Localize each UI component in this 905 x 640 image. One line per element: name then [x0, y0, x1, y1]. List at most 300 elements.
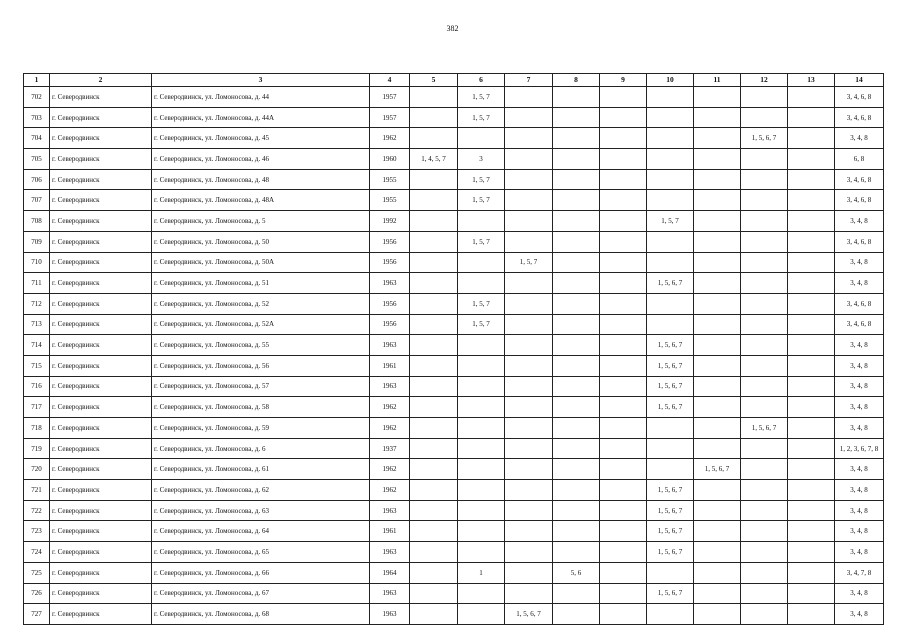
table-cell [553, 252, 600, 273]
table-cell [694, 397, 741, 418]
table-cell: 3, 4, 8 [835, 480, 884, 501]
table-cell [694, 604, 741, 625]
table-cell: 709 [24, 231, 50, 252]
column-header: 11 [694, 74, 741, 87]
table-cell [741, 273, 788, 294]
table-cell [788, 480, 835, 501]
table-cell [600, 211, 647, 232]
table-cell [647, 87, 694, 108]
table-row [24, 87, 884, 108]
table-cell: 1, 5, 6, 7 [647, 355, 694, 376]
table-cell [410, 252, 458, 273]
table-cell [410, 87, 458, 108]
table-cell: г. Северодвинск [50, 252, 152, 273]
table-cell [741, 604, 788, 625]
table-cell [505, 355, 553, 376]
table-cell [647, 604, 694, 625]
table-cell [553, 149, 600, 170]
table-cell: г. Северодвинск [50, 480, 152, 501]
table-row [24, 252, 884, 273]
table-cell [458, 604, 505, 625]
table-cell [410, 376, 458, 397]
table-cell: г. Северодвинск, ул. Ломоносова, д. 67 [152, 583, 370, 604]
table-cell: 5, 6 [553, 562, 600, 583]
table-cell [600, 314, 647, 335]
table-row [24, 376, 884, 397]
column-header: 1 [24, 74, 50, 87]
table-cell: г. Северодвинск [50, 128, 152, 149]
table-cell [410, 542, 458, 563]
table-cell: г. Северодвинск [50, 149, 152, 170]
table-cell: г. Северодвинск, ул. Ломоносова, д. 46 [152, 149, 370, 170]
table-cell: 1 [458, 562, 505, 583]
table-cell [600, 128, 647, 149]
table-cell [458, 583, 505, 604]
table-cell: 1963 [370, 604, 410, 625]
table-cell [410, 418, 458, 439]
table-cell: 717 [24, 397, 50, 418]
table-cell: г. Северодвинск, ул. Ломоносова, д. 48 [152, 169, 370, 190]
table-cell: г. Северодвинск [50, 604, 152, 625]
table-cell [458, 273, 505, 294]
table-cell: г. Северодвинск [50, 107, 152, 128]
column-header: 9 [600, 74, 647, 87]
table-cell: 1937 [370, 438, 410, 459]
table-cell: 3, 4, 8 [835, 542, 884, 563]
table-cell [647, 169, 694, 190]
table-cell: 1, 5, 6, 7 [647, 335, 694, 356]
column-header: 2 [50, 74, 152, 87]
table-cell [505, 87, 553, 108]
table-cell: г. Северодвинск, ул. Ломоносова, д. 63 [152, 500, 370, 521]
table-cell: 723 [24, 521, 50, 542]
table-cell: 3, 4, 6, 8 [835, 293, 884, 314]
table-cell [505, 273, 553, 294]
table-cell: 1, 5, 7 [458, 231, 505, 252]
table-cell [647, 128, 694, 149]
table-cell [458, 128, 505, 149]
table-cell [553, 418, 600, 439]
table-cell: 1, 5, 7 [458, 190, 505, 211]
table-cell: 1, 5, 7 [458, 293, 505, 314]
table-cell [458, 542, 505, 563]
table-cell [788, 500, 835, 521]
table-cell [741, 231, 788, 252]
table-cell: 3, 4, 8 [835, 252, 884, 273]
table-cell [600, 169, 647, 190]
table-cell: 1, 5, 6, 7 [647, 583, 694, 604]
table-cell: г. Северодвинск, ул. Ломоносова, д. 44 [152, 87, 370, 108]
table-cell: г. Северодвинск, ул. Ломоносова, д. 65 [152, 542, 370, 563]
table-cell [600, 459, 647, 480]
table-row [24, 169, 884, 190]
column-header: 5 [410, 74, 458, 87]
table-row [24, 107, 884, 128]
table-cell [505, 314, 553, 335]
table-cell: г. Северодвинск [50, 355, 152, 376]
table-cell [600, 521, 647, 542]
table-cell: 720 [24, 459, 50, 480]
table-cell [600, 355, 647, 376]
table-cell [600, 231, 647, 252]
table-cell [741, 583, 788, 604]
table-cell [458, 355, 505, 376]
table-cell [694, 500, 741, 521]
table-cell: 726 [24, 583, 50, 604]
table-cell [788, 211, 835, 232]
table-cell [505, 128, 553, 149]
table-cell: 1, 5, 6, 7 [647, 542, 694, 563]
table-cell [505, 293, 553, 314]
table-cell [505, 397, 553, 418]
table-cell: 1, 5, 6, 7 [505, 604, 553, 625]
table-row [24, 583, 884, 604]
table-cell [600, 107, 647, 128]
table-cell: г. Северодвинск, ул. Ломоносова, д. 48А [152, 190, 370, 211]
table-cell [553, 438, 600, 459]
table-cell: 710 [24, 252, 50, 273]
table-cell: 1960 [370, 149, 410, 170]
table-cell: г. Северодвинск, ул. Ломоносова, д. 56 [152, 355, 370, 376]
table-cell [410, 355, 458, 376]
table-cell: г. Северодвинск, ул. Ломоносова, д. 58 [152, 397, 370, 418]
table-cell [600, 500, 647, 521]
table-cell [600, 293, 647, 314]
table-cell [741, 169, 788, 190]
table-cell [600, 397, 647, 418]
table-cell [553, 500, 600, 521]
table-cell: 1963 [370, 500, 410, 521]
table-cell [741, 252, 788, 273]
table-cell [458, 335, 505, 356]
table-cell [788, 128, 835, 149]
table-cell: г. Северодвинск, ул. Ломоносова, д. 62 [152, 480, 370, 501]
table-cell: 1, 5, 6, 7 [647, 500, 694, 521]
table-cell [694, 562, 741, 583]
table-row [24, 149, 884, 170]
table-cell [410, 273, 458, 294]
table-cell [788, 273, 835, 294]
table-cell: 1964 [370, 562, 410, 583]
table-row [24, 562, 884, 583]
table-cell [694, 480, 741, 501]
table-cell [553, 521, 600, 542]
table-cell [505, 107, 553, 128]
table-cell: г. Северодвинск, ул. Ломоносова, д. 6 [152, 438, 370, 459]
table-cell [410, 604, 458, 625]
table-cell [458, 418, 505, 439]
table-cell [458, 459, 505, 480]
table-cell [600, 438, 647, 459]
table-cell: г. Северодвинск [50, 169, 152, 190]
table-cell: 713 [24, 314, 50, 335]
table-cell: г. Северодвинск [50, 211, 152, 232]
table-cell [505, 231, 553, 252]
table-cell: 1963 [370, 273, 410, 294]
table-cell: г. Северодвинск [50, 87, 152, 108]
table-cell: 718 [24, 418, 50, 439]
table-cell [600, 190, 647, 211]
table-cell [410, 190, 458, 211]
table-cell: 1, 2, 3, 6, 7, 8 [835, 438, 884, 459]
table-cell: 3, 4, 8 [835, 376, 884, 397]
table-cell: 714 [24, 335, 50, 356]
table-cell [505, 500, 553, 521]
table-cell [741, 500, 788, 521]
table-cell: 3, 4, 8 [835, 459, 884, 480]
table-cell [458, 252, 505, 273]
table-cell: 711 [24, 273, 50, 294]
table-cell [741, 376, 788, 397]
table-cell: 3 [458, 149, 505, 170]
table-cell: 3, 4, 8 [835, 604, 884, 625]
table-cell [553, 231, 600, 252]
table-cell: 3, 4, 6, 8 [835, 107, 884, 128]
table-cell: 1, 5, 7 [458, 169, 505, 190]
table-cell [788, 252, 835, 273]
table-cell [410, 169, 458, 190]
table-body [24, 87, 884, 625]
table-cell [410, 293, 458, 314]
table-cell [553, 335, 600, 356]
table-cell [647, 459, 694, 480]
column-header: 3 [152, 74, 370, 87]
table-row [24, 335, 884, 356]
table-cell [553, 314, 600, 335]
table-cell: г. Северодвинск [50, 583, 152, 604]
table-cell: г. Северодвинск, ул. Ломоносова, д. 57 [152, 376, 370, 397]
table-cell: 706 [24, 169, 50, 190]
table-cell [553, 480, 600, 501]
table-cell: 1, 5, 7 [458, 314, 505, 335]
table-cell [788, 169, 835, 190]
table-cell: 3, 4, 8 [835, 211, 884, 232]
table-cell [458, 376, 505, 397]
table-cell [788, 604, 835, 625]
table-cell: 3, 4, 8 [835, 128, 884, 149]
table-cell: г. Северодвинск, ул. Ломоносова, д. 66 [152, 562, 370, 583]
table-cell: г. Северодвинск [50, 314, 152, 335]
table-cell: 1963 [370, 376, 410, 397]
table-cell [788, 418, 835, 439]
table-cell: 1956 [370, 231, 410, 252]
table-cell: г. Северодвинск [50, 418, 152, 439]
table-cell [694, 314, 741, 335]
table-cell: 3, 4, 8 [835, 273, 884, 294]
table-cell: 1957 [370, 87, 410, 108]
table-cell [410, 521, 458, 542]
table-cell: 3, 4, 6, 8 [835, 190, 884, 211]
table-cell [694, 87, 741, 108]
table-cell [741, 355, 788, 376]
table-cell: 1963 [370, 583, 410, 604]
column-header: 12 [741, 74, 788, 87]
table-cell: 3, 4, 8 [835, 418, 884, 439]
table-cell: 1956 [370, 314, 410, 335]
table-cell: 702 [24, 87, 50, 108]
table-cell [505, 211, 553, 232]
table-cell: 1963 [370, 542, 410, 563]
table-cell: 1, 5, 6, 7 [741, 418, 788, 439]
table-cell: 1961 [370, 521, 410, 542]
table-cell: 725 [24, 562, 50, 583]
table-cell [788, 376, 835, 397]
table-cell: 1961 [370, 355, 410, 376]
table-cell [694, 355, 741, 376]
table-cell: г. Северодвинск, ул. Ломоносова, д. 50 [152, 231, 370, 252]
table-cell: 1, 5, 6, 7 [741, 128, 788, 149]
table-row [24, 521, 884, 542]
table-cell [505, 169, 553, 190]
table-cell: 722 [24, 500, 50, 521]
table-row [24, 314, 884, 335]
table-cell: 3, 4, 8 [835, 335, 884, 356]
table-cell [410, 583, 458, 604]
table-cell [600, 149, 647, 170]
table-cell [647, 107, 694, 128]
table-cell [600, 604, 647, 625]
table-row [24, 128, 884, 149]
table-cell [788, 397, 835, 418]
table-cell [458, 521, 505, 542]
table-cell [505, 562, 553, 583]
table-row [24, 293, 884, 314]
table-cell [647, 562, 694, 583]
table-cell: 1, 5, 6, 7 [647, 480, 694, 501]
table-cell: г. Северодвинск [50, 335, 152, 356]
table-cell: г. Северодвинск, ул. Ломоносова, д. 68 [152, 604, 370, 625]
table-cell [410, 397, 458, 418]
page-number: 382 [446, 24, 459, 33]
table-cell: г. Северодвинск, ул. Ломоносова, д. 55 [152, 335, 370, 356]
table-cell [458, 500, 505, 521]
table-cell [410, 459, 458, 480]
table-cell [741, 562, 788, 583]
table-cell: г. Северодвинск [50, 231, 152, 252]
table-cell: 1, 5, 7 [505, 252, 553, 273]
table-cell [694, 542, 741, 563]
table-cell: 1956 [370, 252, 410, 273]
table-cell: 1955 [370, 190, 410, 211]
table-cell [600, 335, 647, 356]
table-cell: 1, 5, 6, 7 [647, 397, 694, 418]
table-cell [788, 459, 835, 480]
table-cell [788, 87, 835, 108]
table-cell [553, 169, 600, 190]
table-cell [600, 87, 647, 108]
table-cell [694, 293, 741, 314]
table-cell [647, 231, 694, 252]
table-cell [600, 480, 647, 501]
table-cell: г. Северодвинск, ул. Ломоносова, д. 45 [152, 128, 370, 149]
table-cell [410, 107, 458, 128]
table-cell [741, 521, 788, 542]
table-cell [741, 459, 788, 480]
table-cell: 3, 4, 8 [835, 521, 884, 542]
table-cell [410, 314, 458, 335]
table-cell [600, 252, 647, 273]
table-cell [458, 480, 505, 501]
table-cell [505, 418, 553, 439]
table-cell: г. Северодвинск, ул. Ломоносова, д. 50А [152, 252, 370, 273]
data-table [23, 73, 884, 625]
table-row [24, 211, 884, 232]
table-cell: 704 [24, 128, 50, 149]
table-cell: г. Северодвинск, ул. Ломоносова, д. 51 [152, 273, 370, 294]
table-cell: г. Северодвинск, ул. Ломоносова, д. 61 [152, 459, 370, 480]
table-cell [600, 583, 647, 604]
table-cell: 1, 4, 5, 7 [410, 149, 458, 170]
table-cell: 712 [24, 293, 50, 314]
table-cell [600, 562, 647, 583]
table-cell: 3, 4, 6, 8 [835, 314, 884, 335]
column-header: 7 [505, 74, 553, 87]
table-cell [788, 190, 835, 211]
table-cell [505, 521, 553, 542]
table-cell: г. Северодвинск, ул. Ломоносова, д. 5 [152, 211, 370, 232]
table-cell [410, 438, 458, 459]
table-cell [694, 376, 741, 397]
table-cell [410, 335, 458, 356]
table-row [24, 231, 884, 252]
table-cell: г. Северодвинск [50, 500, 152, 521]
column-header: 8 [553, 74, 600, 87]
table-cell: г. Северодвинск [50, 521, 152, 542]
table-cell: г. Северодвинск [50, 438, 152, 459]
table-cell: 1962 [370, 459, 410, 480]
table-cell: 707 [24, 190, 50, 211]
table-cell: 721 [24, 480, 50, 501]
table-cell: г. Северодвинск [50, 273, 152, 294]
table-cell: 1957 [370, 107, 410, 128]
table-cell: г. Северодвинск [50, 459, 152, 480]
table-cell [694, 583, 741, 604]
table-cell: 1, 5, 6, 7 [647, 521, 694, 542]
table-row [24, 604, 884, 625]
table-cell [647, 293, 694, 314]
table-cell [647, 418, 694, 439]
table-cell [647, 252, 694, 273]
table-cell [694, 107, 741, 128]
table-cell [741, 438, 788, 459]
table-cell [788, 314, 835, 335]
table-cell [694, 231, 741, 252]
table-cell [505, 438, 553, 459]
table-cell [788, 355, 835, 376]
column-header: 14 [835, 74, 884, 87]
table-row [24, 355, 884, 376]
table-cell [788, 149, 835, 170]
table-cell: 1962 [370, 418, 410, 439]
table-cell [741, 190, 788, 211]
table-cell: 1962 [370, 480, 410, 501]
table-row [24, 397, 884, 418]
table-cell [741, 397, 788, 418]
table-cell: 715 [24, 355, 50, 376]
table-cell [553, 107, 600, 128]
table-cell [410, 480, 458, 501]
table-cell [505, 583, 553, 604]
table-cell [741, 211, 788, 232]
table-row [24, 480, 884, 501]
column-header: 6 [458, 74, 505, 87]
table-cell [694, 438, 741, 459]
table-cell [788, 521, 835, 542]
table-cell [694, 169, 741, 190]
table-cell [410, 128, 458, 149]
table-header-row [24, 74, 884, 87]
table-cell [741, 149, 788, 170]
